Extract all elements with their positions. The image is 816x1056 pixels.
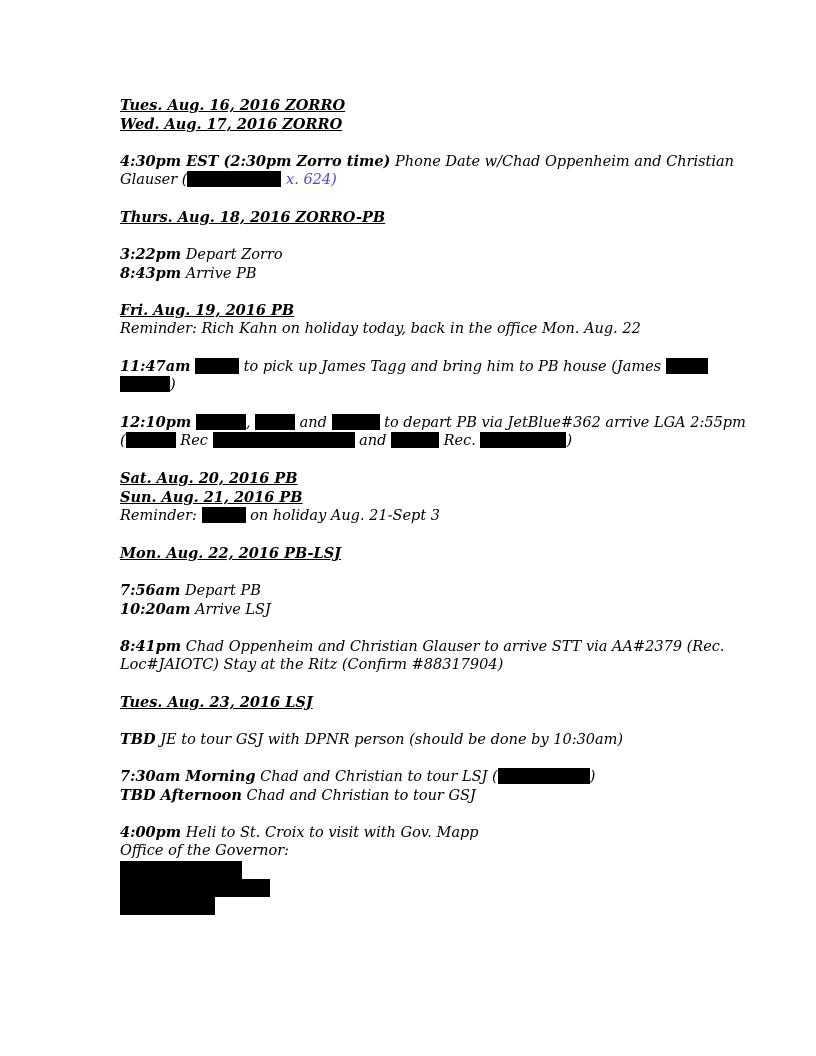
redaction-block [332,414,380,430]
entry-time: 12:10pm [120,414,192,431]
entry-text: ) [566,433,573,449]
redaction-block [480,432,566,448]
schedule-entry-continued: Loc#JAIOTC) Stay at the Ritz (Confirm #88317904) [120,657,504,673]
entry-text: Chad and Christian to tour LSJ ( [260,769,498,785]
redaction-block [391,432,439,448]
entry-time: 7:30am Morning [120,768,256,785]
schedule-entry-continued [120,432,710,451]
entry-time: TBD Afternoon [120,787,242,804]
date-heading: Thurs. Aug. 18, 2016 ZORRO-PB [120,209,386,226]
schedule-entry [120,767,710,786]
redaction-block [498,768,590,784]
schedule-entry [120,786,710,805]
entry-time: 3:22pm [120,246,182,263]
date-heading: Sat. Aug. 20, 2016 PB [120,470,298,487]
entry-text: Glauser ( [120,172,188,188]
entry-time: 8:41pm [120,638,182,655]
entry-text: Arrive LSJ [195,602,271,618]
schedule-entry [120,600,710,619]
schedule-entry [120,581,710,600]
entry-text: and [359,433,387,449]
entry-text: JE to tour GSJ with DPNR person (should be done by 10:30am) [160,732,624,748]
redaction-block [255,414,295,430]
reminder-note: Reminder: Rich Kahn on holiday today, back in the office Mon. Aug. 22 [120,321,641,337]
entry-time: 11:47am [120,358,191,375]
redaction-block [213,432,355,448]
entry-text: Phone Date w/Chad Oppenheim and Christian [395,154,734,170]
entry-text: Heli to St. Croix to visit with Gov. Mapp [185,825,479,841]
entry-text: Chad and Christian to tour GSJ [246,788,476,804]
entry-text: Arrive PB [185,266,257,282]
date-heading: Mon. Aug. 22, 2016 PB-LSJ [120,545,342,562]
schedule-entry-continued [120,376,710,395]
schedule-entry [120,730,710,749]
entry-time: 8:43pm [120,265,182,282]
entry-time: 10:20am [120,601,191,618]
entry-text: to pick up James Tagg and bring him to PB house (James [243,359,662,375]
schedule-entry [120,637,725,656]
redaction-block [120,376,170,392]
entry-text: ) [589,769,596,785]
schedule-document [120,96,746,915]
entry-text: Depart Zorro [185,247,283,263]
date-heading: Fri. Aug. 19, 2016 PB [120,302,295,319]
entry-text: Rec [180,433,208,449]
entry-text: ) [170,377,176,393]
date-heading: Tues. Aug. 16, 2016 ZORRO [120,97,346,114]
entry-text: Rec. [443,433,476,449]
entry-time: 4:00pm [120,824,182,841]
entry-text: and [299,415,327,431]
phone-extension: x. 624) [286,172,337,188]
date-heading: Wed. Aug. 17, 2016 ZORRO [120,116,343,133]
reminder-note [120,507,710,526]
entry-time: TBD [120,731,156,748]
redaction-block [202,507,246,523]
entry-time: 7:56am [120,582,181,599]
entry-text: ( [120,433,126,449]
entry-text: to depart PB via JetBlue#362 arrive LGA 2:55pm [384,415,746,431]
redaction-block [120,879,270,897]
schedule-entry [120,413,746,432]
redaction-block [666,358,708,374]
schedule-entry-continued [120,171,710,190]
entry-time: 4:30pm EST (2:30pm Zorro time) [120,153,391,170]
redaction-block [196,414,246,430]
entry-text: Chad Oppenheim and Christian Glauser to arrive STT via AA#2379 (Rec. [185,639,725,655]
office-label: Office of the Governor: [120,843,290,859]
schedule-entry [120,264,710,283]
entry-text: Depart PB [184,583,261,599]
entry-text: , [245,415,251,431]
redaction-block [120,861,242,879]
date-heading: Sun. Aug. 21, 2016 PB [120,489,303,506]
redaction-block [120,897,215,915]
date-heading: Tues. Aug. 23, 2016 LSJ [120,694,313,711]
entry-text: Reminder: [120,508,197,524]
schedule-entry [120,357,710,376]
schedule-entry [120,823,710,842]
entry-text: on holiday Aug. 21-Sept 3 [250,508,440,524]
redaction-block [126,432,176,448]
redaction-block [195,358,239,374]
redaction-block [187,171,281,187]
schedule-entry [120,152,734,171]
schedule-entry [120,245,710,264]
